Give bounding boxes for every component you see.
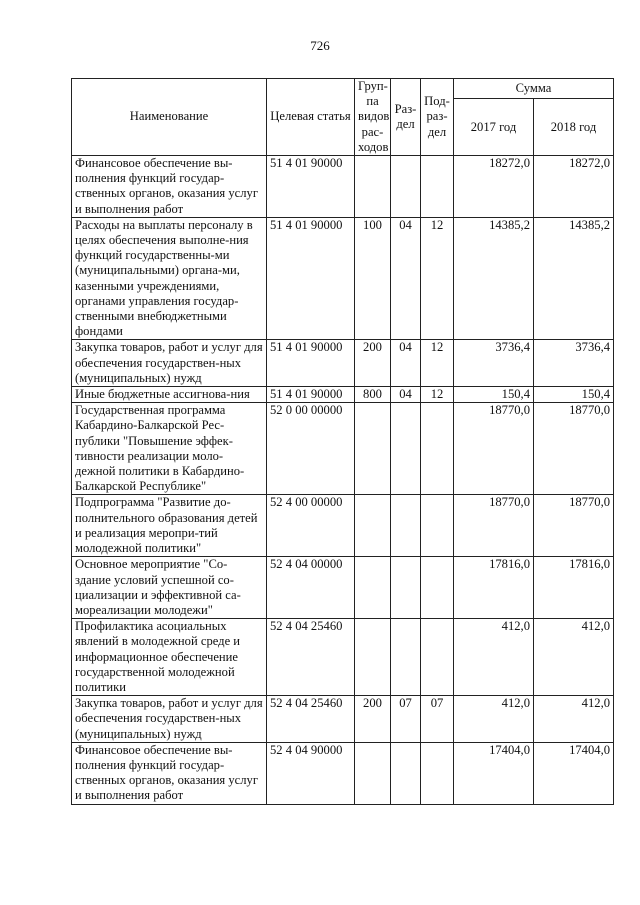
table-cell-target: 51 4 01 90000 [267,387,355,403]
table-cell-target: 51 4 01 90000 [267,156,355,218]
table-cell-group [355,742,391,804]
table-cell-name: Закупка товаров, работ и услуг для обеспечения государствен-ных (муниципальных) нужд [72,696,267,743]
table-row [72,387,614,403]
table-cell-section: 07 [391,696,421,743]
table-cell-group [355,403,391,495]
table-cell-subsection [421,495,454,557]
table-cell-2018: 412,0 [534,619,614,696]
table-row [72,156,614,218]
table-cell-section [391,156,421,218]
table-cell-section: 04 [391,217,421,340]
table-cell-name: Расходы на выплаты персоналу в целях обеспечения выполне-ния функций государственны-ми (муниципальными) органа-ми, казенными учреждениями, органами управления государ-ственными внебюджетными фондами [72,217,267,340]
table-cell-target: 52 4 04 00000 [267,557,355,619]
table-cell-subsection [421,742,454,804]
table-row [72,557,614,619]
table-cell-target: 52 0 00 00000 [267,403,355,495]
page-number: 726 [310,38,330,53]
header-name: Наименование [72,79,267,156]
table-cell-2017: 18770,0 [454,495,534,557]
table-cell-group: 200 [355,340,391,387]
table-cell-name: Закупка товаров, работ и услуг для обеспечения государствен-ных (муниципальных) нужд [72,340,267,387]
table-row [72,495,614,557]
table-header [72,79,614,156]
table-cell-subsection [421,557,454,619]
table-row [72,217,614,340]
table-cell-name: Основное мероприятие "Со-здание условий успешной со-циализации и эффективной са-мореализации молодежи" [72,557,267,619]
table-cell-section [391,403,421,495]
table-cell-2018: 17816,0 [534,557,614,619]
header-group: Груп-па видов рас-ходов [355,79,391,156]
table-row [72,403,614,495]
header-sum: Сумма [454,79,614,99]
header-year-2017: 2017 год [454,99,534,156]
table-cell-name: Подпрограмма "Развитие до-полнительного образования детей и реализация меропри-тий молодежной политики" [72,495,267,557]
table-cell-2018: 18770,0 [534,495,614,557]
table-cell-target: 52 4 00 00000 [267,495,355,557]
header-year-2018: 2018 год [534,99,614,156]
table-cell-section: 04 [391,387,421,403]
table-cell-2017: 18770,0 [454,403,534,495]
table-cell-subsection: 12 [421,340,454,387]
table-cell-subsection [421,156,454,218]
table-cell-section [391,557,421,619]
table-cell-name: Государственная программа Кабардино-Балкарской Рес-публики "Повышение эффек-тивности реализации моло-дежной политики в Кабардино-Балкарской Республике" [72,403,267,495]
table-cell-target: 51 4 01 90000 [267,340,355,387]
table-cell-2018: 150,4 [534,387,614,403]
table-cell-section: 04 [391,340,421,387]
table-cell-target: 52 4 04 25460 [267,619,355,696]
table-cell-2018: 412,0 [534,696,614,743]
table-cell-name: Иные бюджетные ассигнова-ния [72,387,267,403]
budget-table [71,78,614,805]
header-section: Раз-дел [391,79,421,156]
table-row [72,696,614,743]
table-cell-group: 100 [355,217,391,340]
table-row [72,742,614,804]
table-cell-subsection: 07 [421,696,454,743]
table-cell-group [355,156,391,218]
table-row [72,340,614,387]
table-cell-2018: 18272,0 [534,156,614,218]
table-cell-2018: 3736,4 [534,340,614,387]
table-cell-name: Финансовое обеспечение вы-полнения функций государ-ственных органов, оказания услуг и выполнения работ [72,156,267,218]
table-cell-2018: 17404,0 [534,742,614,804]
table-cell-group [355,619,391,696]
table-cell-2017: 17816,0 [454,557,534,619]
table-cell-2017: 17404,0 [454,742,534,804]
table-cell-target: 51 4 01 90000 [267,217,355,340]
table-cell-subsection [421,403,454,495]
table-cell-2017: 14385,2 [454,217,534,340]
table-cell-2018: 14385,2 [534,217,614,340]
table-cell-target: 52 4 04 25460 [267,696,355,743]
table-cell-group [355,495,391,557]
table-cell-group: 200 [355,696,391,743]
table-body [72,156,614,805]
table-cell-name: Профилактика асоциальных явлений в молодежной среде и информационное обеспечение государственной молодежной политики [72,619,267,696]
table-row [72,619,614,696]
table-cell-subsection: 12 [421,387,454,403]
table-cell-2017: 412,0 [454,696,534,743]
table-cell-subsection: 12 [421,217,454,340]
table-cell-2018: 18770,0 [534,403,614,495]
table-cell-2017: 18272,0 [454,156,534,218]
header-target: Целевая статья [267,79,355,156]
table-cell-2017: 150,4 [454,387,534,403]
header-subsection: Под-раз-дел [421,79,454,156]
table-cell-group: 800 [355,387,391,403]
table-cell-section [391,495,421,557]
table-cell-group [355,557,391,619]
table-cell-2017: 412,0 [454,619,534,696]
table-cell-2017: 3736,4 [454,340,534,387]
table-cell-name: Финансовое обеспечение вы-полнения функций государ-ственных органов, оказания услуг и выполнения работ [72,742,267,804]
table-cell-target: 52 4 04 90000 [267,742,355,804]
table-cell-section [391,742,421,804]
table-cell-subsection [421,619,454,696]
table-cell-section [391,619,421,696]
